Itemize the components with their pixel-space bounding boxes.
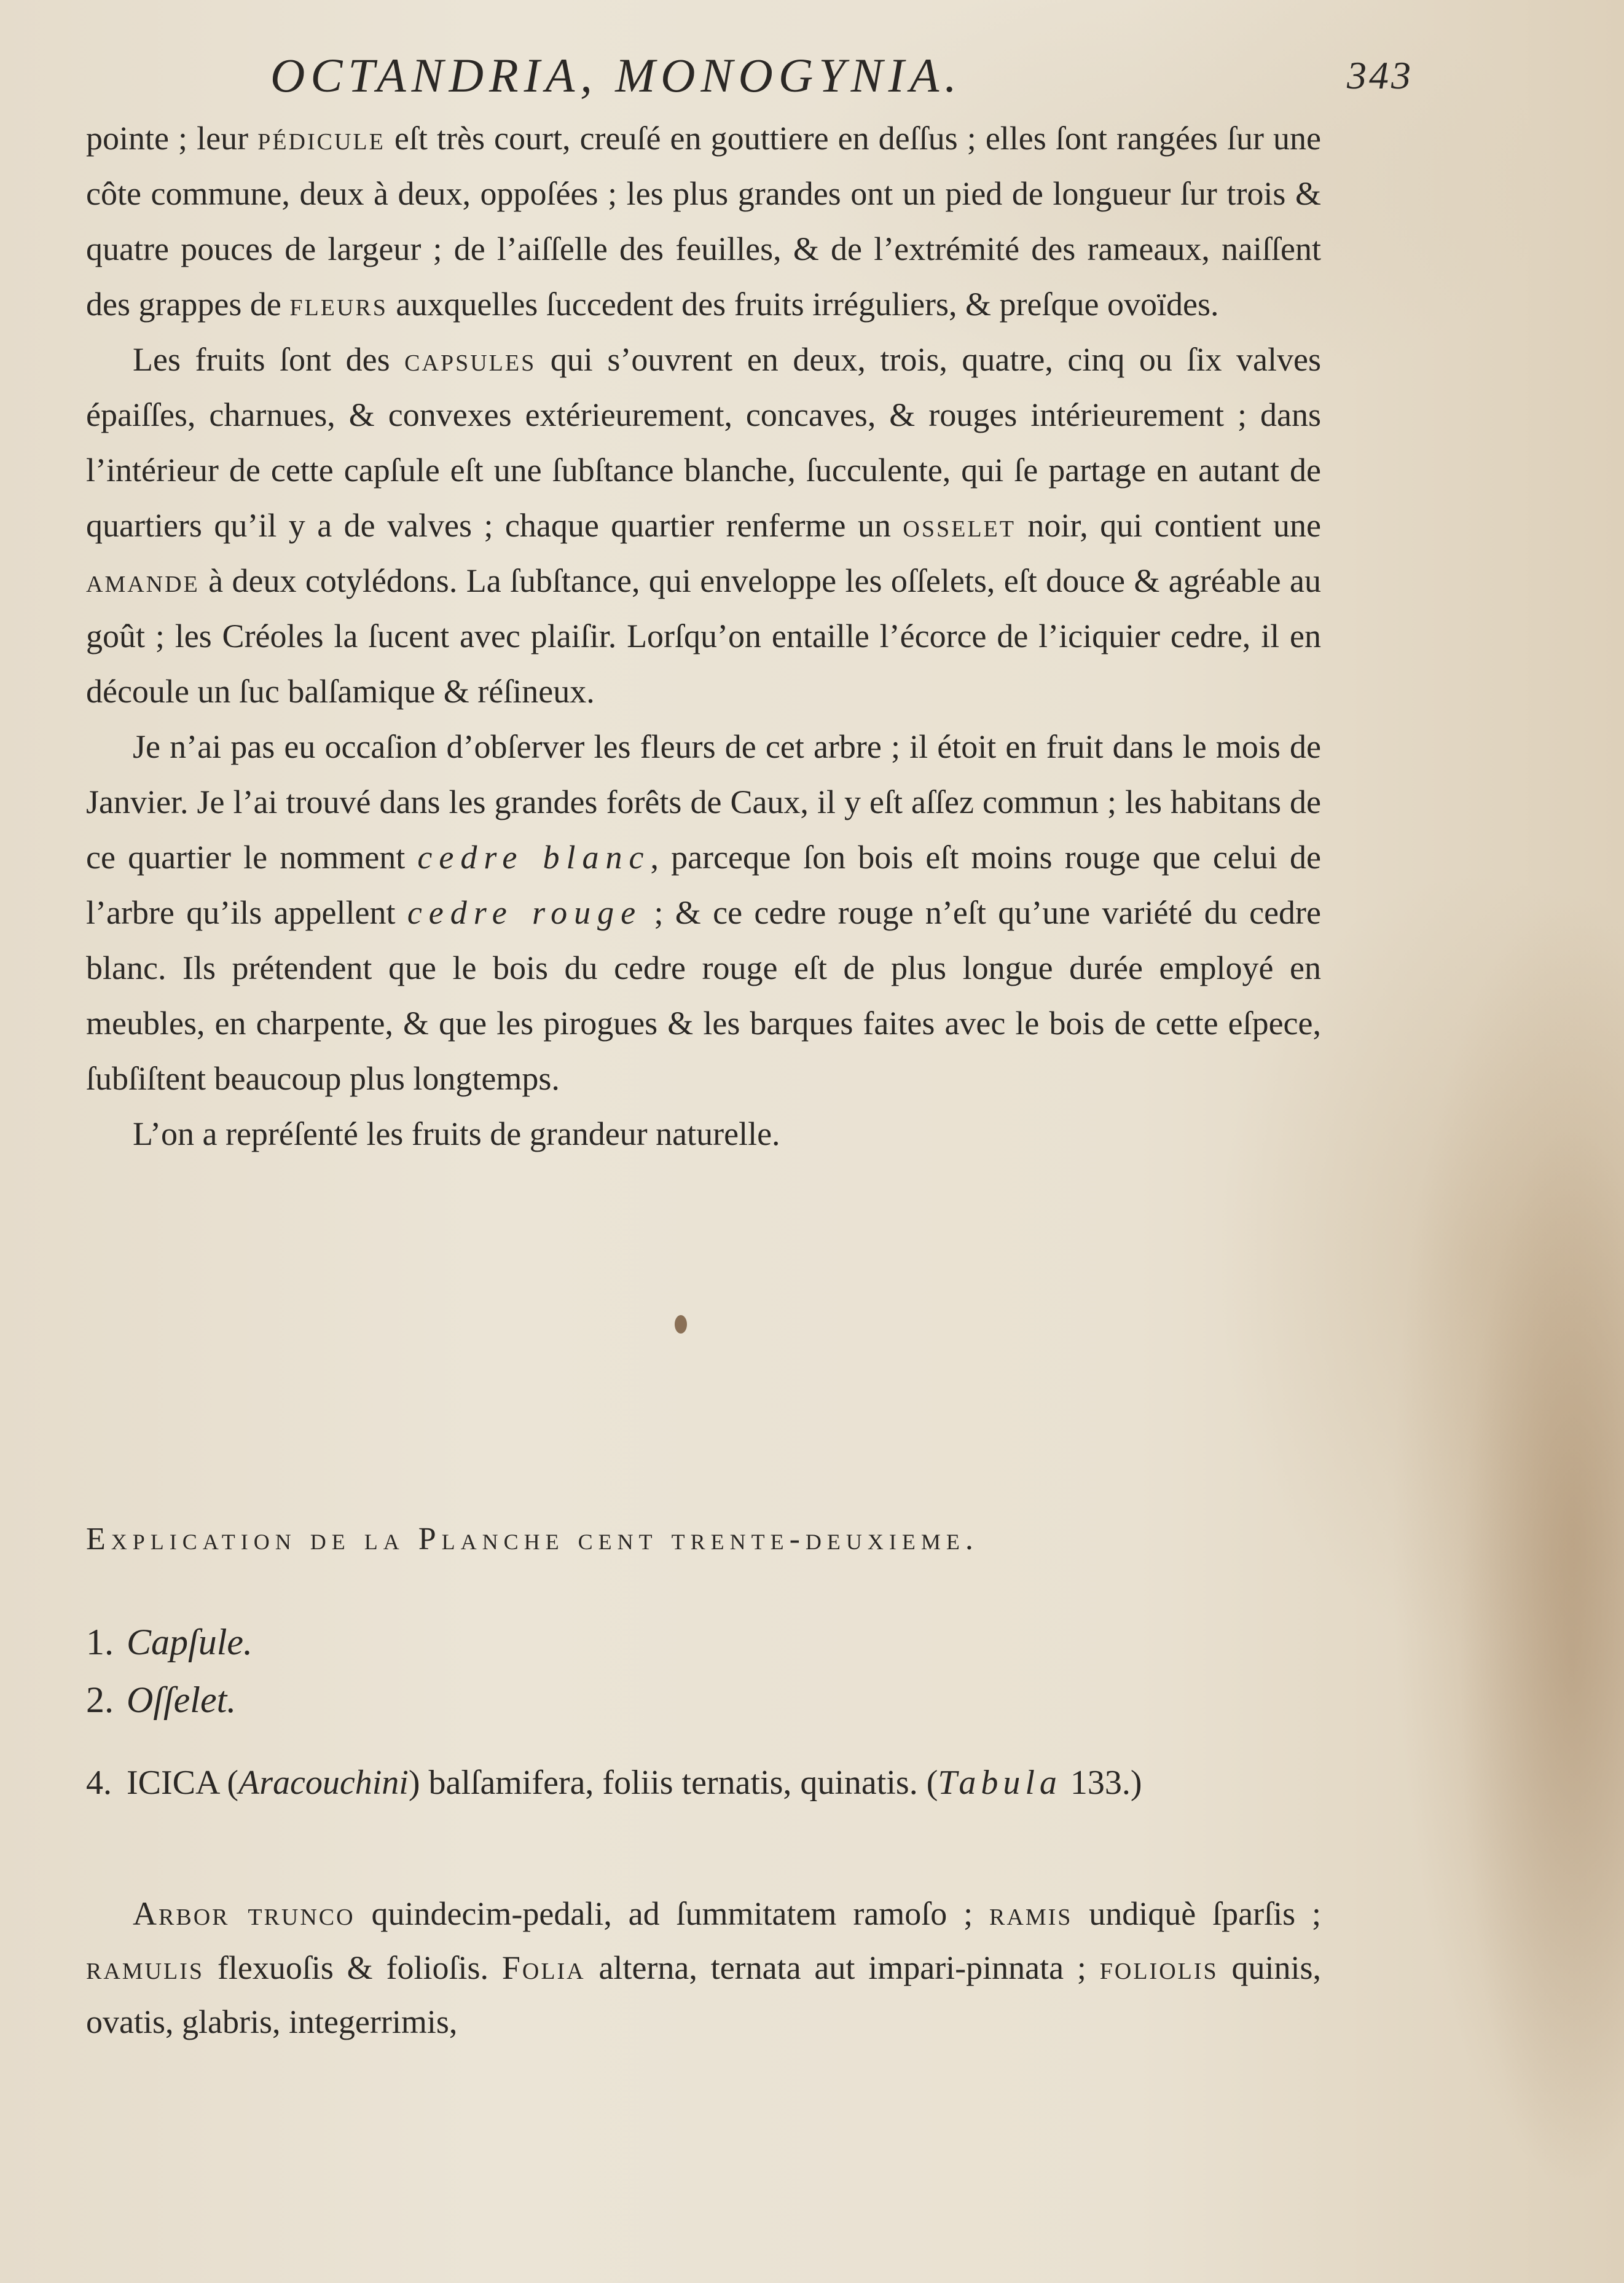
page-number: 343 <box>1347 53 1413 97</box>
text-run: undiquè ſparſis ; <box>1072 1895 1321 1932</box>
text-run: Les fruits ſont des <box>133 341 405 378</box>
figure-number: 1. <box>86 1622 114 1662</box>
text-run: pointe ; leur <box>86 120 258 157</box>
term-foliolis: foliolis <box>1099 1949 1218 1986</box>
text-run: qui s’ouvrent en deux, trois, quatre, cinq ou ſix valves épaiſſes, charnues, & convexes extérieurement, concaves, & rouges intérieurement ; dans l’intérieur de cette capſule eſt une ſubſtance blanche, ſucculente, qui ſe partage en autant de quartiers qu’il y a de valves ; chaque quartier renferme un <box>86 341 1321 544</box>
text-run: , parceque ſon bois eſt moins rouge que celui de l’arbre qu’ils appellent <box>86 839 1322 931</box>
species-epithet: ) balſamifera, foliis ternatis, quinatis. ( <box>408 1764 938 1802</box>
term-cedre-blanc: cedre blanc <box>417 839 651 876</box>
tabula-label: Tabula <box>938 1764 1062 1802</box>
running-title: OCTANDRIA, MONOGYNIA. <box>270 49 962 102</box>
figure-label: Capſule. <box>127 1622 253 1662</box>
paragraph-3 <box>86 719 1321 1106</box>
main-text <box>86 111 1321 1161</box>
text-run: alterna, ternata aut impari-pinnata ; <box>585 1949 1100 1986</box>
term-fleurs: fleurs <box>289 286 388 323</box>
figure-number: 2. <box>86 1680 114 1720</box>
figure-item <box>86 1613 253 1671</box>
term-folia: Folia <box>501 1949 586 1986</box>
latin-paragraph <box>86 1887 1321 2049</box>
text-run: eſt très court, creuſé en gouttiere en deſſus ; elles ſont rangées ſur une côte commune, deux à deux, oppoſées ; les plus grandes ont un pied de longueur ſur trois & quatre pouces de largeur ; de l’aiſſelle des feuilles, & de l’extrémité des rameaux, naiſſent des grappes de <box>86 120 1321 323</box>
term-osselet: osselet <box>903 507 1016 544</box>
species-entry <box>86 1754 1321 1811</box>
ink-spot <box>675 1315 687 1334</box>
text-run: quinis, ovatis, glabris, integerrimis, <box>86 1949 1321 2040</box>
text-run: Je n’ai pas eu occaſion d’obſerver les fleurs de cet arbre ; il étoit en fruit dans le mois de Janvier. Je l’ai trouvé dans les grandes forêts de Caux, il y eſt aſſez commun ; les habitans de ce quartier le nomment <box>86 728 1321 876</box>
paragraph-2 <box>86 332 1321 719</box>
tabula-number: 133.) <box>1061 1764 1142 1802</box>
paragraph-4: L’on a repréſenté les fruits de grandeur naturelle. <box>133 1115 780 1152</box>
species-vernacular-name: Aracouchini <box>238 1764 409 1802</box>
paper-stain <box>1450 1075 1624 2243</box>
term-ramis: ramis <box>989 1895 1073 1932</box>
species-genus: ICICA ( <box>127 1764 238 1802</box>
text-run: quindecim-pedali, ad ſummitatem ramoſo ; <box>355 1895 990 1932</box>
page-header <box>270 48 1413 103</box>
figure-list <box>86 1613 253 1729</box>
species-number: 4. <box>86 1764 112 1802</box>
term-ramulis: ramulis <box>86 1949 205 1986</box>
term-pedicule: pédicule <box>257 120 385 157</box>
text-run: flexuoſis & folioſis. <box>204 1949 502 1986</box>
figure-item <box>86 1671 253 1729</box>
term-amande: amande <box>86 562 200 599</box>
paragraph-1 <box>86 111 1321 332</box>
text-run: noir, qui contient une <box>1015 507 1321 544</box>
text-run: ; & ce cedre rouge n’eſt qu’une variété du cedre blanc. Ils prétendent que le bois du cedre rouge eſt de plus longue durée employé en meubles, en charpente, & que les pirogues & les barques faites avec le bois de cette eſpece, ſubſiſtent beaucoup plus longtemps. <box>86 894 1321 1097</box>
latin-description <box>86 1887 1321 2049</box>
term-arbor-trunco: Arbor trunco <box>133 1895 355 1932</box>
plate-explanation-heading: Explication de la Planche cent trente-deuxieme. <box>86 1522 979 1557</box>
text-run: auxquelles ſuccedent des fruits irréguliers, & preſque ovoïdes. <box>387 286 1219 323</box>
figure-label: Oſſelet. <box>127 1680 237 1720</box>
term-cedre-rouge: cedre rouge <box>407 894 643 931</box>
term-capsules: capsules <box>404 341 536 378</box>
text-run: à deux cotylédons. La ſubſtance, qui enveloppe les oſſelets, eſt douce & agréable au goût ; les Créoles la ſucent avec plaiſir. Lorſqu’on entaille l’écorce de l’iciquier cedre, il en découle un ſuc balſamique & réſineux. <box>86 562 1321 710</box>
